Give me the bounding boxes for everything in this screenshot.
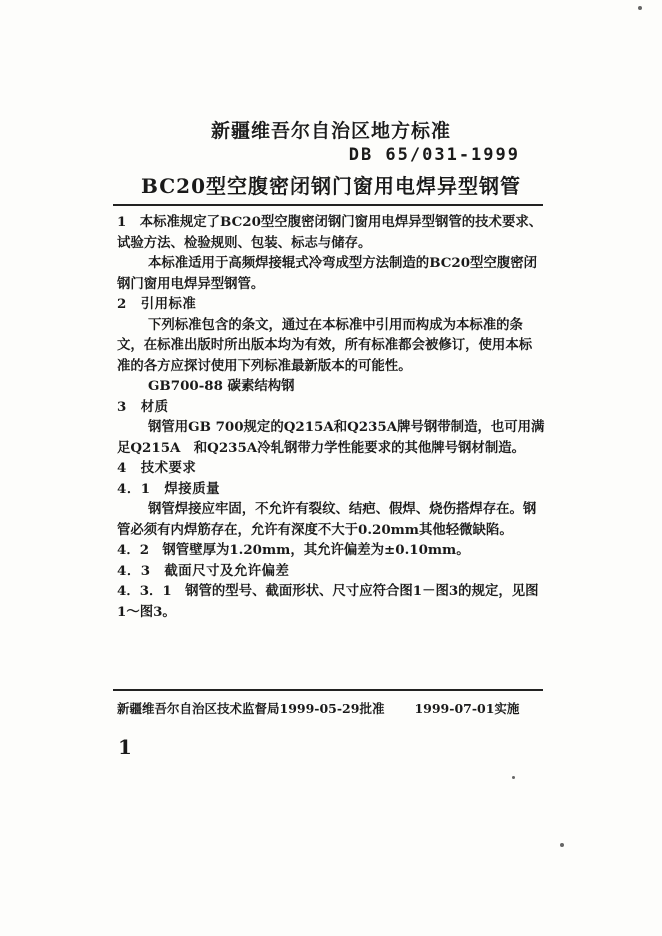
- standard-title: BC20型空腹密闭钢门窗用电焊异型钢管: [140, 174, 522, 198]
- approval-note: 新疆维吾尔自治区技术监督局1999-05-29批准: [117, 701, 385, 716]
- heading-4-1: 4．1 焊接质量: [117, 480, 220, 497]
- heading-4: 4 技术要求: [117, 460, 197, 476]
- heading-2: 2 引用标准: [117, 296, 197, 312]
- clause-1: 1 本标准规定了BC20型空腹密闭钢门窗用电焊异型钢管的技术要求、试验方法、检验规则、包装、标志与储存。: [117, 214, 543, 251]
- scan-speck: [560, 843, 564, 847]
- clause-3-text: 钢管用GB 700规定的Q215A和Q235A牌号钢带制造，也可用满足Q215A 和Q235A冷轧钢带力学性能要求的其他牌号钢材制造。: [117, 419, 545, 456]
- document-body: [117, 212, 545, 622]
- clause-1-scope: 本标准适用于高频焊接辊式冷弯成型方法制造的BC20型空腹密闭钢门窗用电焊异型钢管。: [117, 255, 538, 292]
- bottom-rule: [113, 689, 543, 691]
- scan-speck: [512, 776, 515, 779]
- scan-speck: [638, 6, 642, 10]
- top-rule: [113, 204, 543, 206]
- clause-2-text: 下列标准包含的条文，通过在本标准中引用而构成为本标准的条文，在标准出版时所出版本均为有效，所有标准都会被修订，使用本标准的各方应探讨使用下列标准最新版本的可能性。: [117, 316, 533, 374]
- clause-4-1-text: 钢管焊接应牢固，不允许有裂纹、结疤、假焊、烧伤搭焊存在。钢管必须有内焊筋存在，允许有深度不大于0.20mm其他轻微缺陷。: [117, 501, 537, 538]
- page-number: 1: [118, 735, 132, 759]
- clause-4-2: 4．2 钢管壁厚为1.20mm，其允许偏差为±0.10mm。: [117, 542, 470, 558]
- heading-4-3: 4．3 截面尺寸及允许偏差: [117, 562, 290, 579]
- standard-organization: 新疆维吾尔自治区地方标准: [210, 120, 451, 142]
- footer: [117, 699, 545, 717]
- effective-date: 1999-07-01实施: [414, 701, 520, 716]
- heading-3: 3 材质: [117, 398, 169, 415]
- clause-4-3-1: 4．3．1 钢管的型号、截面形状、尺寸应符合图1－图3的规定，见图1～图3。: [117, 583, 539, 620]
- standard-code: DB 65/031-1999: [348, 145, 520, 165]
- clause-2-reference: GB700-88 碳素结构钢: [148, 378, 295, 394]
